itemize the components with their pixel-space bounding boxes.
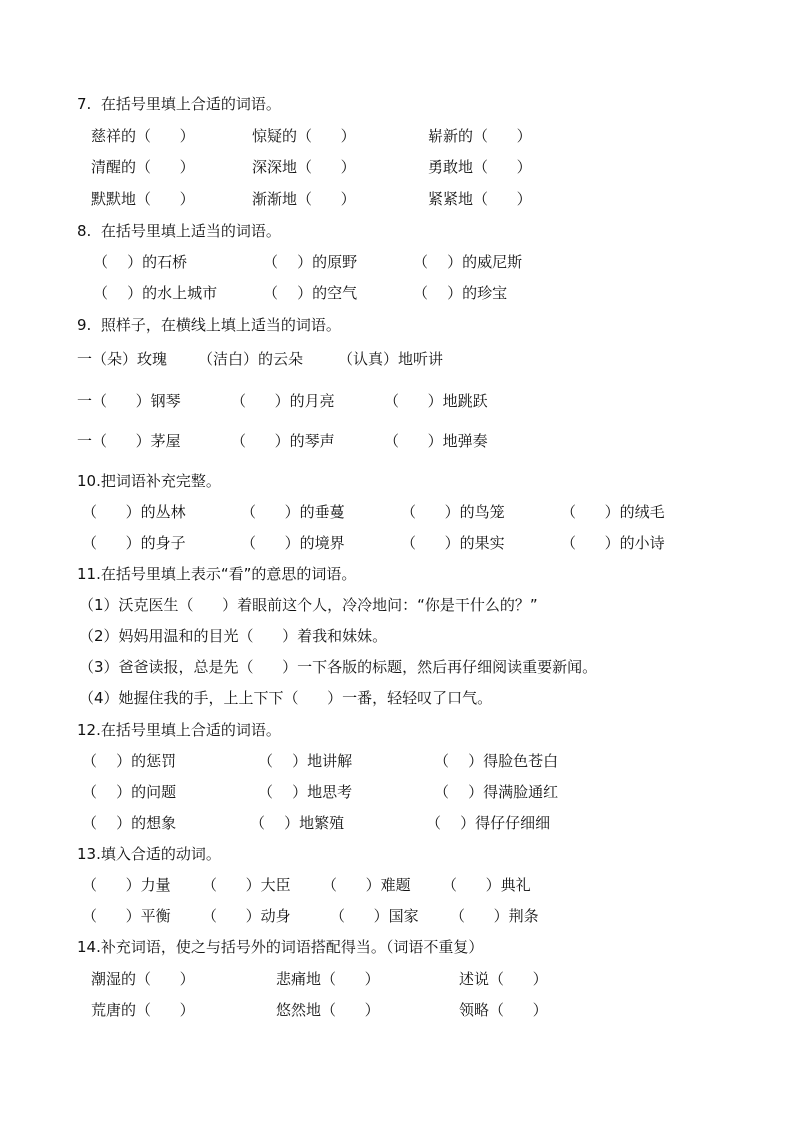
q13-item: （ ）典礼 [442, 876, 531, 894]
q9-example: 一（朵）玫瑰 [77, 350, 168, 368]
q8-title: 8. 在括号里填上适当的词语。 [77, 222, 281, 240]
q11-sentence: （2）妈妈用温和的目光（ ）着我和妹妹。 [79, 627, 388, 645]
q7-title: 7. 在括号里填上合适的词语。 [77, 95, 281, 113]
q14-title: 14.补充词语，使之与括号外的词语搭配得当。（词语不重复） [77, 938, 484, 956]
q10-item: （ ）的鸟笼 [401, 503, 505, 521]
q10-item: （ ）的果实 [401, 534, 505, 552]
q10-title: 10.把词语补充完整。 [77, 472, 221, 490]
q11-sentence: （3）爸爸读报，总是先（ ）一下各版的标题，然后再仔细阅读重要新闻。 [79, 658, 598, 676]
q12-item: （ ）的惩罚 [82, 752, 177, 770]
q12-item: （ ）的问题 [82, 783, 177, 801]
q12-item: （ ）得脸色苍白 [434, 752, 559, 770]
q10-item: （ ）的垂蔓 [241, 503, 345, 521]
q11-sentence: （1）沃克医生（ ）着眼前这个人，冷冷地问：“你是干什么的？” [79, 596, 538, 614]
q13-item: （ ）国家 [330, 907, 419, 925]
q9-item: （ ）地跳跃 [384, 392, 488, 410]
q13-item: （ ）平衡 [82, 907, 171, 925]
q12-item: （ ）得仔仔细细 [426, 814, 551, 832]
q12-item: （ ）的想象 [82, 814, 177, 832]
q9-item: （ ）的琴声 [231, 432, 335, 450]
q11-sentence: （4）她握住我的手，上上下下（ ）一番，轻轻叹了口气。 [79, 689, 493, 707]
q12-item: （ ）地繁殖 [250, 814, 345, 832]
q9-example: （洁白）的云朵 [198, 350, 304, 368]
q9-title: 9. 照样子，在横线上填上适当的词语。 [77, 316, 341, 334]
q9-item: 一（ ）茅屋 [77, 432, 181, 450]
q10-item: （ ）的境界 [241, 534, 345, 552]
q10-item: （ ）的绒毛 [561, 503, 665, 521]
q14-item: 述说（ ） [459, 970, 548, 988]
q11-title: 11.在括号里填上表示“看”的意思的词语。 [77, 565, 357, 583]
q7-item: 惊疑的（ ） [252, 127, 356, 145]
q9-example: （认真）地听讲 [338, 350, 444, 368]
q13-item: （ ）动身 [202, 907, 291, 925]
q13-item: （ ）荆条 [450, 907, 539, 925]
q9-item: 一（ ）钢琴 [77, 392, 181, 410]
q8-item: （ ）的珍宝 [413, 284, 508, 302]
q10-item: （ ）的小诗 [561, 534, 665, 552]
q12-item: （ ）地讲解 [258, 752, 353, 770]
q9-item: （ ）的月亮 [231, 392, 335, 410]
q8-item: （ ）的水上城市 [93, 284, 218, 302]
q9-item: （ ）地弹奏 [384, 432, 488, 450]
q14-item: 领略（ ） [459, 1001, 548, 1019]
q14-item: 悠然地（ ） [276, 1001, 380, 1019]
q12-item: （ ）得满脸通红 [434, 783, 559, 801]
q13-item: （ ）力量 [82, 876, 171, 894]
q14-item: 潮湿的（ ） [91, 970, 195, 988]
q12-item: （ ）地思考 [258, 783, 353, 801]
q13-item: （ ）难题 [322, 876, 411, 894]
q8-item: （ ）的空气 [263, 284, 358, 302]
q7-item: 深深地（ ） [252, 158, 356, 176]
q7-item: 慈祥的（ ） [91, 127, 195, 145]
q7-item: 默默地（ ） [91, 190, 195, 208]
q7-item: 清醒的（ ） [91, 158, 195, 176]
q14-item: 悲痛地（ ） [276, 970, 380, 988]
q10-item: （ ）的丛林 [82, 503, 186, 521]
q13-item: （ ）大臣 [202, 876, 291, 894]
q13-title: 13.填入合适的动词。 [77, 845, 221, 863]
q8-item: （ ）的原野 [263, 253, 358, 271]
q8-item: （ ）的石桥 [93, 253, 188, 271]
q10-item: （ ）的身子 [82, 534, 186, 552]
q7-item: 崭新的（ ） [428, 127, 532, 145]
q7-item: 紧紧地（ ） [428, 190, 532, 208]
q8-item: （ ）的威尼斯 [413, 253, 523, 271]
q7-item: 渐渐地（ ） [252, 190, 356, 208]
q12-title: 12.在括号里填上合适的词语。 [77, 721, 281, 739]
q14-item: 荒唐的（ ） [91, 1001, 195, 1019]
q7-item: 勇敢地（ ） [428, 158, 532, 176]
